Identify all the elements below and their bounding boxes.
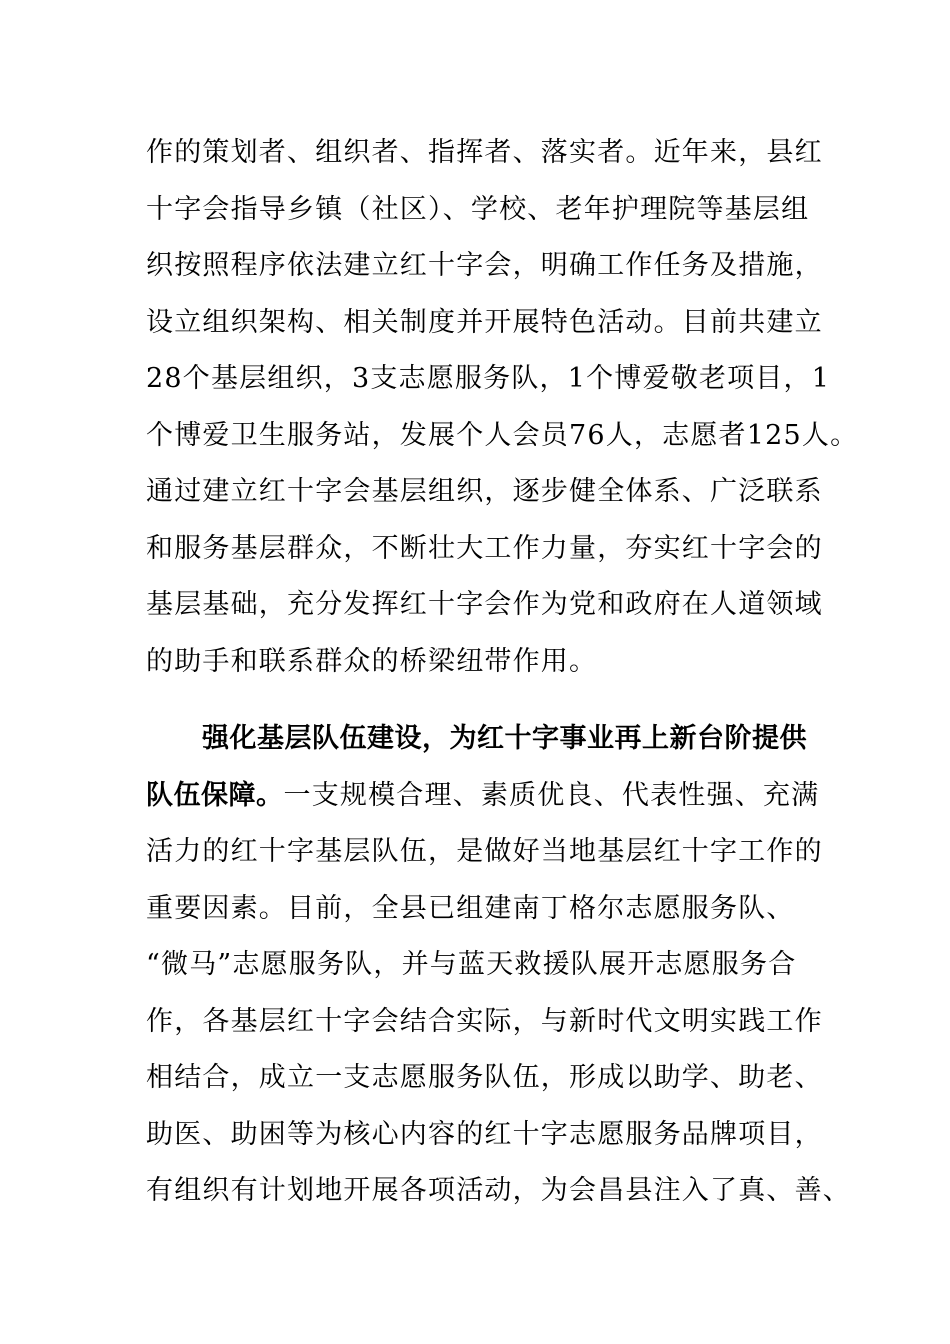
text-line: 个博爱卫生服务站，发展个人会员76人，志愿者125人。	[146, 419, 859, 451]
text-line: 助医、助困等为核心内容的红十字志愿服务品牌项目，	[146, 1118, 823, 1150]
text-line: 和服务基层群众，不断壮大工作力量，夯实红十字会的	[146, 532, 823, 564]
text-line: 重要因素。目前，全县已组建南丁格尔志愿服务队、	[146, 892, 795, 924]
text-line: 设立组织架构、相关制度并开展特色活动。目前共建立	[146, 306, 823, 338]
text-line: “微马”志愿服务队，并与蓝天救援队展开志愿服务合	[146, 949, 797, 980]
text-line: 织按照程序依法建立红十字会，明确工作任务及措施，	[146, 250, 823, 281]
text-line: 活力的红十字基层队伍，是做好当地基层红十字工作的	[146, 836, 823, 867]
text-line: 十字会指导乡镇（社区）、学校、老年护理院等基层组	[146, 193, 810, 225]
text-line	[146, 768, 826, 825]
text-run: 一支规模合理、素质优良、代表性强、充满	[283, 779, 820, 811]
text-line: 有组织有计划地开展各项活动，为会昌县注入了真、善、	[146, 1175, 851, 1206]
text-line: 作，各基层红十字会结合实际，与新时代文明实践工作	[146, 1005, 823, 1037]
text-line: 基层基础，充分发挥红十字会作为党和政府在人道领域	[146, 589, 823, 620]
section-heading: 强化基层队伍建设，为红十字事业再上新台阶提供	[202, 723, 807, 754]
text-line: 作的策划者、组织者、指挥者、落实者。近年来，县红	[146, 137, 823, 168]
paragraph-basic-organization	[146, 125, 859, 690]
text-line: 的助手和联系群众的桥梁纽带作用。	[146, 645, 598, 677]
text-line: 28个基层组织，3支志愿服务队，1个博爱敬老项目，1	[146, 363, 831, 394]
text-line: 通过建立红十字会基层组织，逐步健全体系、广泛联系	[146, 476, 823, 507]
section-heading-end: 队伍保障。	[146, 779, 284, 811]
paragraph-team-building	[146, 711, 851, 1220]
text-line: 相结合，成立一支志愿服务队伍，形成以助学、助老、	[146, 1062, 823, 1093]
